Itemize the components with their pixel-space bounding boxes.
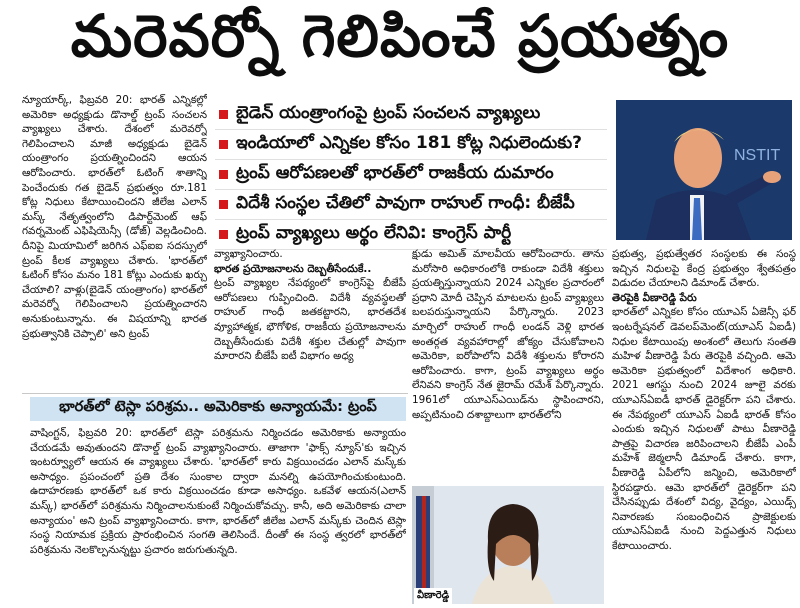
article-column-3 [412, 247, 604, 481]
box-border-top [22, 393, 408, 394]
box-article-body [30, 426, 406, 602]
bullet-square-icon [219, 140, 228, 149]
col3-body: క్షుడు అమిత్ మాలవీయ ఆరోపించారు. తాను మరోసారి అధికారంలోకి రాకుండా విదేశీ శక్తులు ప్రయత్నిస్తున్నాయని 2024 ఎన్నికల ప్రచారంలో ప్రధాని మోదీ చెప్పిన మాటలను ట్రంప్ వ్యాఖ్యలు బలపరుస్తున్నాయని పేర్కొన్నారు. 2023 మార్చిలో రాహుల్ గాంధీ లండన్ వెళ్లి భారత అంతర్గత వ్యవహారాల్లో జోక్యం చేసుకోవాలని అమెరికా, ఐరోపాలోని విదేశీ శక్తులను కోరారని ఆరోపించారు. కాగా, ట్రంప్ వ్యాఖ్యలు అర్థం లేనివని కాంగ్రెస్ నేత జైరామ్ రమేశ్ పేర్కొన్నారు. 1961లో యూఎస్‌ఎయిడ్‌ను స్థాపించారని, అప్పటినుంచి దశాబ్దాలుగా భారత్‌లోని [412, 248, 604, 421]
article-column-2 [214, 247, 406, 393]
highlight-item: బైడెన్ యంత్రాంగంపై ట్రంప్ సంచలన వ్యాఖ్యలు [215, 100, 607, 130]
col4-para-2: భారత్‌లో ఎన్నికల కోసం యూఎస్ ఏజెన్సీ ఫర్ ఇంటర్నేషనల్ డెవలప్‌మెంట్(యూఎస్ ఏఐడీ) నిధుల కేటాయింపు అంశంలో తెలుగు సంతతి మహిళ వీణారెడ్డి పేరు తెరపైకి వచ్చింది. ఆమె అమెరికా ప్రభుత్వంలో విదేశాంగ అధికారి. 2021 ఆగస్టు నుంచి 2024 జూలై వరకు యూఎస్‌ఏఐడీ భారత్ డైరెక్టర్‌గా పని చేశారు. ఈ నేపథ్యంలో యూఎస్ ఏఐడీ భారత్ కోసం ఎందుకు ఇచ్చిన నిధులతో పాటు వీణారెడ్డి పాత్రపై విచారణ జరిపించాలని బీజేపీ ఎంపీ మహేశ్ జెఠ్మలానీ డిమాండ్ చేశారు. కాగా, వీణారెడ్డి ఏపీలోని జన్మించి, అమెరికాలో స్థిరపడ్డారు. ఆమె భారత్‌లో డైరెక్టర్‌గా పని చేసినప్పుడు దేశంలో విద్య, వైద్యం, ఎయిడ్స్ నివారణకు సంబంధించిన ప్రాజెక్టులకు యూఎస్‌ఏఐడీ నుంచి పెద్దఎత్తున నిధులు కేటాయించారు. [612, 306, 796, 552]
veena-reddy-photo [412, 486, 604, 604]
backdrop-text: NSTIT [734, 147, 781, 164]
highlight-item: ట్రంప్ వ్యాఖ్యలు అర్థం లేనివి: కాంగ్రెస్ పార్టీ [215, 220, 607, 250]
trump-portrait-illustration [616, 100, 792, 240]
veena-reddy-portrait-illustration [412, 486, 604, 604]
photo-caption: వీణారెడ్డి [414, 588, 452, 604]
highlights-list [215, 100, 607, 250]
article-column-1 [22, 93, 207, 393]
col2-para-1: వ్యాఖ్యానించారు. [214, 248, 283, 260]
bullet-square-icon [219, 170, 228, 179]
article-column-4 [612, 247, 796, 603]
col4-subheading: తెరపైకి వీణారెడ్డి పేరు [612, 291, 697, 304]
col2-subheading: భారత ప్రయోజనాలను దెబ్బతీసేందుకే.. [214, 262, 372, 275]
highlight-item: ట్రంప్ ఆరోపణలతో భారత్‌లో రాజకీయ దుమారం [215, 160, 607, 190]
col2-para-2: ట్రంప్ వ్యాఖ్యల నేపథ్యంలో కాంగ్రెస్‌పై బీజేపీ ఆరోపణలు గుప్పించింది. విదేశీ వ్యవస్థలతో రాహుల్ గాంధీ జతకట్టారని, భారతదేశ వ్యూహాత్మక, భౌగోళిక, రాజకీయ ప్రయోజనాలను దెబ్బతీసేందుకు విదేశీ శక్తుల చేతుల్లో పావుగా మారారని బీజేపీ ఐటీ విభాగం అధ్య [214, 277, 406, 363]
box-heading: భారత్‌లో టెస్లా పరిశ్రమ.. అమెరికాకు అన్యాయమే: ట్రంప్ [30, 397, 406, 421]
col4-para-1: ప్రభుత్వ, ప్రభుత్వేతర సంస్థలకు ఈ సంస్థ ఇచ్చిన నిధులపై కేంద్ర ప్రభుత్వం శ్వేతపత్రం విడుదల చేయాలని డిమాండ్ చేశారు. [612, 248, 796, 290]
trump-photo [616, 100, 792, 240]
col1-body: న్యూయార్క్, ఫిబ్రవరి 20: భారత్ ఎన్నికల్లో అమెరికా అధ్యక్షుడు డొనాల్డ్ ట్రంప్ సంచలన వ్యాఖ్యలు చేశారు. దేశంలో మరెవర్నో గెలిపించాలని మాజీ అధ్యక్షుడు బైడెన్ యంత్రాంగం ప్రయత్నించిందని ఆయన ఆరోపించారు. భారత్‌లో ఓటింగ్ శాతాన్ని పెంచేందుకు గత బైడెన్ ప్రభుత్వం రూ.181 కోట్ల నిధులు కేటాయించిందని జీలేజ ఎలాన్ మస్క్ నేతృత్వంలోని డిపార్ట్‌మెంట్ ఆఫ్ గవర్నమెంట్ ఎఫిషియెన్సీ (డోజ్) వెల్లడించింది. దీనిపై మియామిలో జరిగిన ఎఫ్‌ఐఐ సదస్సులో ట్రంప్ కీలక వ్యాఖ్యలు చేశారు. 'భారత్‌లో ఓటింగ్ కోసం మనం 181 కోట్లు ఎందుకు ఖర్చు చేయాలి? వాళ్లు(బైడెన్ యంత్రాంగం) భారత్‌లో మరెవర్నో గెలిపించాలని ప్రయత్నించారని అనుకుంటున్నాను. ఈ విషయాన్ని భారత ప్రభుత్వానికి చెప్పాలి' అని ట్రంప్ [22, 94, 207, 340]
box-body: వాషింగ్టన్, ఫిబ్రవరి 20: భారత్‌లో టెస్లా పరిశ్రమను నిర్మించడం అమెరికాకు అన్యాయం చేయడమే అవుతుందని డొనాల్డ్ ట్రంప్ వ్యాఖ్యానించారు. తాజాగా 'ఫాక్స్ న్యూస్'కు ఇచ్చిన ఇంటర్వ్యూలో ఆయన ఈ వ్యాఖ్యలు చేశారు. 'భారత్‌లో కారు విక్రయించడం ఎలాన్ మస్క్‌కు అసాధ్యం. ప్రపంచంలో ప్రతి దేశం సుంకాల ద్వారా మనల్ని ఉపయోగించుకుంటుంది. ఉదాహరణకు భారత్‌లో ఒక కారు విక్రయించడం కూడా అసాధ్యం. ఒకవేళ ఆయన(ఎలాన్ మస్క్) భారత్‌లో పరిశ్రమను నిర్మించాలనుకుంటే నిర్మించుకోవచ్చు. కానీ, అది అమెరికాకు చాలా అన్యాయం' అని ట్రంప్ వ్యాఖ్యానించారు. కాగా, భారత్‌లో జీలేజ ఎలాన్ మస్క్‌కు చెందిన టెస్లా సంస్థ నియామక ప్రక్రియ ప్రారంభించిన సంగతి తెలిసిందే. దీంతో ఈ సంస్థ త్వరలో భారత్‌లో పరిశ్రమను నెలకొల్పనున్నట్టు ప్రచారం జరుగుతున్నది. [30, 427, 406, 556]
headline: మరెవర్నో గెలిపించే ప్రయత్నం [70, 1, 730, 70]
bullet-square-icon [219, 230, 228, 239]
highlight-item: ఇండియాలో ఎన్నికల కోసం 181 కోట్ల నిధులెందుకు? [215, 130, 607, 160]
bullet-square-icon [219, 200, 228, 209]
highlight-item: విదేశీ సంస్థల చేతిలో పావుగా రాహుల్ గాంధీ: బీజేపీ [215, 190, 607, 220]
bullet-square-icon [219, 110, 228, 119]
